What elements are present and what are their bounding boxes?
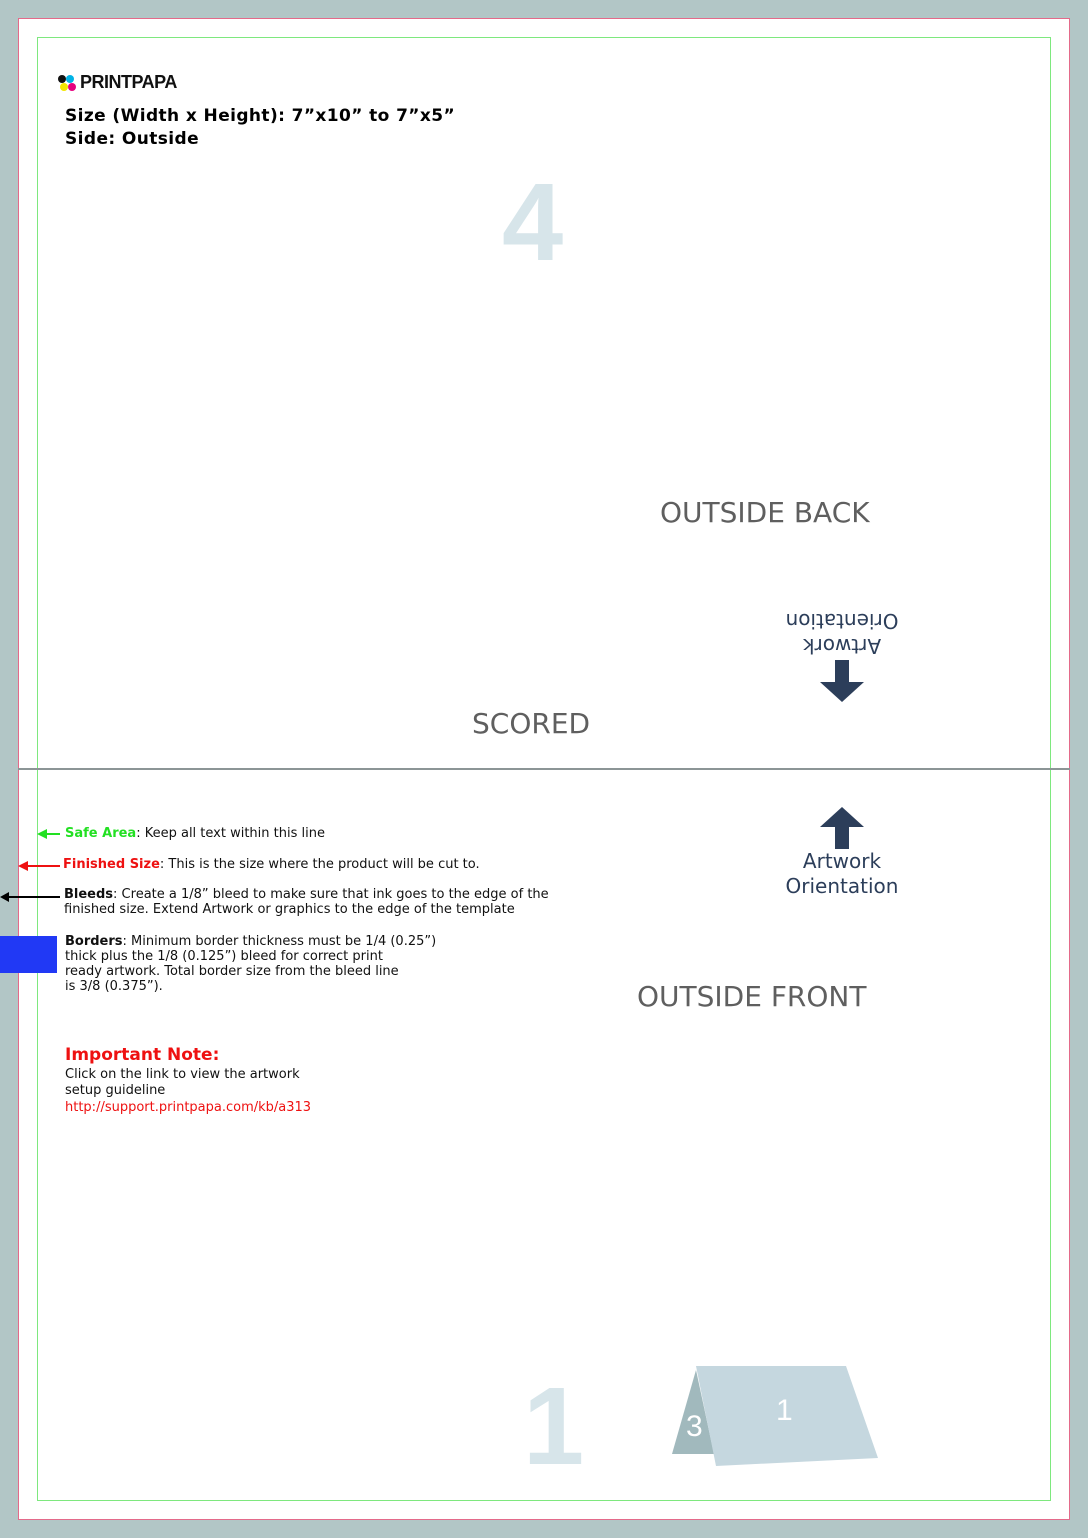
border-swatch — [0, 936, 57, 973]
panel-number-top: 4 — [502, 161, 564, 284]
orientation-line1: Artwork — [802, 634, 882, 658]
guideline-link[interactable]: http://support.printpapa.com/kb/a313 — [65, 1100, 312, 1115]
panel-number-bottom: 1 — [523, 1365, 585, 1488]
orientation-label-upside-down — [762, 608, 922, 658]
important-note-body — [65, 1067, 300, 1099]
orientation-label — [762, 849, 922, 899]
score-line — [18, 768, 1070, 770]
tent-card-illustration — [668, 1362, 882, 1470]
orientation-line2: Orientation — [785, 609, 899, 633]
arrow-down-icon — [818, 660, 866, 704]
legend-bleeds-text1: : Create a 1/8” bleed to make sure that ink goes to the edge of the — [113, 887, 549, 902]
legend-finished-size-text: : This is the size where the product will be cut to. — [159, 857, 480, 872]
outside-front-label: OUTSIDE FRONT — [637, 980, 867, 1013]
logo-dots-icon — [58, 73, 78, 93]
legend-bleeds-text2: finished size. Extend Artwork or graphics to the edge of the template — [64, 902, 515, 917]
logo-text: PRINTPAPA — [80, 72, 177, 92]
tent-side-number: 3 — [686, 1410, 703, 1443]
orientation-line2: Orientation — [785, 874, 899, 898]
scored-label: SCORED — [472, 707, 591, 740]
legend-borders-term: Borders — [65, 934, 123, 949]
legend-borders-text1: : Minimum border thickness must be 1/4 (0.25”) — [122, 934, 437, 949]
legend-safe-area — [65, 826, 325, 841]
legend-borders-text2: thick plus the 1/8 (0.125”) bleed for correct print — [65, 949, 383, 964]
tent-front-number: 1 — [776, 1394, 793, 1427]
size-spec: Size (Width x Height): 7”x10” to 7”x5” — [65, 106, 456, 126]
legend-safe-area-text: : Keep all text within this line — [136, 826, 325, 841]
legend-borders-text3: ready artwork. Total border size from the bleed line — [65, 964, 399, 979]
legend-finished-size — [63, 857, 480, 872]
legend-safe-area-term: Safe Area — [65, 826, 137, 841]
legend-bleeds — [64, 887, 549, 917]
side-spec: Side: Outside — [65, 129, 200, 149]
important-note-title: Important Note: — [65, 1045, 220, 1065]
arrow-up-icon — [818, 805, 866, 849]
printpapa-logo — [58, 72, 177, 93]
legend-borders — [65, 934, 436, 994]
orientation-line1: Artwork — [802, 849, 882, 873]
outside-back-label: OUTSIDE BACK — [660, 496, 870, 529]
important-note-line2: setup guideline — [65, 1083, 166, 1098]
legend-bleeds-term: Bleeds — [64, 887, 114, 902]
important-note-line1: Click on the link to view the artwork — [65, 1067, 300, 1082]
legend-finished-size-term: Finished Size — [63, 857, 160, 872]
legend-borders-text4: is 3/8 (0.375”). — [65, 979, 163, 994]
